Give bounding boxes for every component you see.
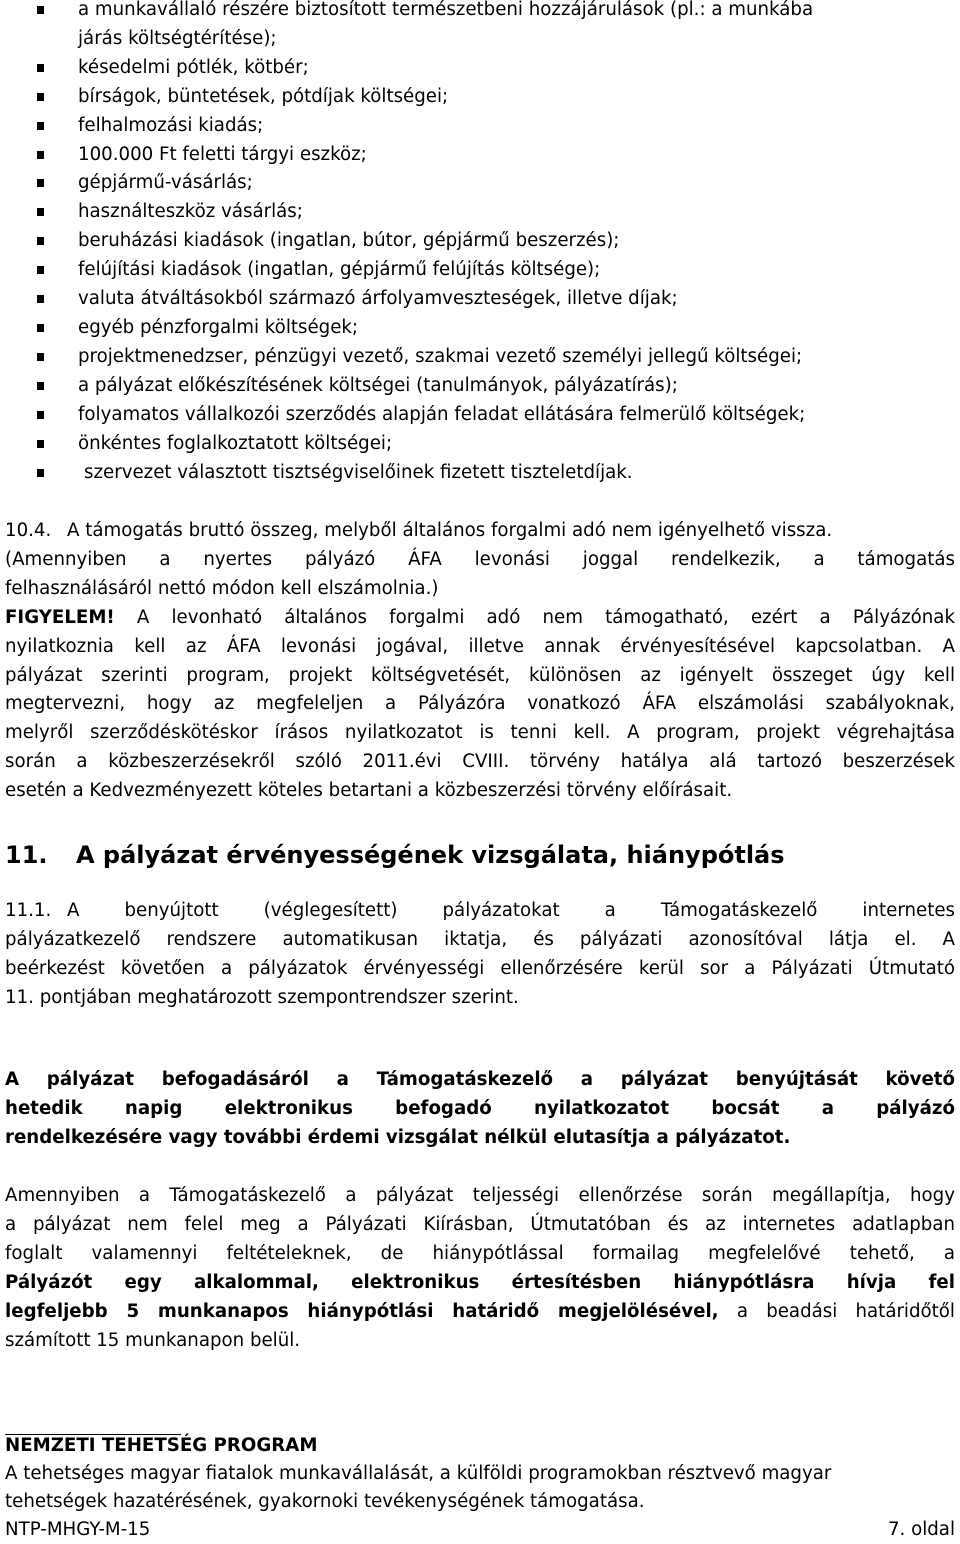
list-item-text: projektmenedzser, pénzügyi vezető, szakmai vezető személyi jellegű költségei;	[78, 345, 803, 367]
list-item-continuation	[0, 25, 960, 54]
section-number: 11.	[5, 841, 48, 869]
list-item-text: egyéb pénzforgalmi költségek;	[78, 316, 359, 338]
bullet-icon	[37, 411, 44, 419]
paragraph-line: számított 15 munkanapon belül.	[5, 1329, 301, 1351]
bullet-icon	[37, 295, 44, 303]
list-item-text: önkéntes foglalkoztatott költségei;	[78, 432, 393, 454]
bullet-icon	[37, 64, 44, 72]
paragraph-line: esetén a Kedvezményezett köteles betartani a közbeszerzési törvény előírásait.	[5, 780, 733, 802]
list-item-text: felhalmozási kiadás;	[78, 114, 264, 136]
list-item	[0, 83, 960, 112]
paragraph-line: pályázatkezelő rendszere automatikusan iktatja, és pályázati azonosítóval látja el. A	[5, 928, 955, 950]
section-number: 10.4.	[5, 520, 52, 541]
bullet-icon	[37, 208, 44, 216]
paragraph-line: Pályázót egy alkalommal, elektronikus értesítésben hiánypótlásra hívja fel	[5, 1271, 955, 1293]
footer-line: tehetségek hazatérésének, gyakornoki tevékenységének támogatása.	[5, 1491, 645, 1512]
section-text: A benyújtott (véglegesített) pályázatokat a Támogatáskezelő internetes	[67, 900, 955, 921]
paragraph-line: A pályázat befogadásáról a Támogatáskezelő a pályázat benyújtását követő	[5, 1069, 955, 1090]
bullet-icon	[37, 266, 44, 274]
list-item	[0, 459, 960, 488]
list-item	[0, 401, 960, 430]
bullet-icon	[37, 440, 44, 448]
section-11-heading	[5, 838, 785, 872]
acceptance-paragraph	[5, 1066, 955, 1153]
section-11-1	[5, 897, 955, 1013]
list-item-text: a pályázat előkészítésének költségei (tanulmányok, pályázatírás);	[78, 374, 678, 396]
section-10-4	[5, 517, 955, 806]
paragraph-line: melyről szerződéskötéskor írásos nyilatkozatot is tenni kell. A program, projekt végrehajtása	[5, 722, 955, 744]
paragraph-line: nyilatkoznia kell az ÁFA levonási jogával, illetve annak érvényesítésével kapcsolatban. A	[5, 635, 955, 657]
paragraph-line: 11. pontjában meghatározott szempontrendszer szerint.	[5, 986, 519, 1008]
list-item	[0, 314, 960, 343]
bullet-icon	[37, 151, 44, 159]
paragraph-line: a pályázat nem felel meg a Pályázati Kiírásban, Útmutatóban és az internetes adatlapban	[5, 1213, 955, 1235]
paragraph-line: pályázat szerinti program, projekt költségvetését, különösen az igényelt összeget úgy kell	[5, 664, 955, 686]
list-item-text: 100.000 Ft feletti tárgyi eszköz;	[78, 143, 367, 165]
list-item	[0, 141, 960, 170]
list-item-text: felújítási kiadások (ingatlan, gépjármű felújítás költsége);	[78, 259, 601, 281]
section-10-4-lead	[5, 517, 955, 546]
deficiency-paragraph	[5, 1182, 955, 1355]
bullet-icon	[37, 469, 44, 477]
bullet-icon	[37, 237, 44, 245]
bullet-icon	[37, 122, 44, 130]
list-item	[0, 54, 960, 83]
paragraph-line: hetedik napig elektronikus befogadó nyilatkozatot bocsát a pályázó	[5, 1097, 955, 1119]
bullet-icon	[37, 93, 44, 101]
document-code: NTP-MHGY-M-15	[5, 1519, 151, 1540]
list-item-text: valuta átváltásokból származó árfolyamveszteségek, illetve díjak;	[78, 288, 678, 310]
bullet-icon	[37, 6, 44, 14]
footer-bottom	[5, 1516, 955, 1544]
bullet-icon	[37, 382, 44, 390]
bullet-icon	[37, 179, 44, 187]
list-item	[0, 372, 960, 401]
list-item	[0, 256, 960, 285]
program-name: NEMZETI TEHETSÉG PROGRAM	[5, 1435, 318, 1456]
warning-text: A levonható általános forgalmi adó nem támogatható, ezért a Pályázónak	[136, 606, 955, 628]
bullet-icon	[37, 353, 44, 361]
list-item-text: használteszköz vásárlás;	[78, 201, 303, 223]
list-item	[0, 198, 960, 227]
bullet-icon	[37, 324, 44, 332]
footer-divider	[5, 1434, 181, 1435]
footer-line: A tehetséges magyar fiatalok munkavállalását, a külföldi programokban résztvevő magyar	[5, 1463, 832, 1484]
list-item	[0, 430, 960, 459]
list-item	[0, 112, 960, 141]
paragraph-line: foglalt valamennyi feltételeknek, de hiánypótlással formailag megfelelővé tehető, a	[5, 1242, 955, 1264]
warning-label: FIGYELEM!	[5, 606, 115, 628]
list-item-text: szervezet választott tisztségviselőinek fizetett tiszteletdíjak.	[84, 461, 633, 483]
paragraph-line: Amennyiben a Támogatáskezelő a pályázat teljességi ellenőrzése során megállapítja, hogy	[5, 1185, 955, 1206]
page-number: 7. oldal	[887, 1519, 955, 1540]
list-item	[0, 343, 960, 372]
page-footer	[5, 1432, 955, 1544]
paragraph-line	[5, 1298, 955, 1327]
paragraph-line: beérkezést követően a pályázatok érvényességi ellenőrzésére kerül sor a Pályázati Útmutató	[5, 957, 955, 979]
list-item-text: bírságok, büntetések, pótdíjak költségei;	[78, 85, 449, 107]
excluded-costs-list	[0, 0, 960, 487]
list-item	[0, 169, 960, 198]
section-title: A pályázat érvényességének vizsgálata, hiánypótlás	[76, 841, 785, 869]
list-item-text: a munkavállaló részére biztosított természetbeni hozzájárulások (pl.: a munkába	[78, 0, 814, 20]
list-item-text: folyamatos vállalkozói szerződés alapján feladat ellátására felmerülő költségek;	[78, 403, 806, 425]
list-item	[0, 285, 960, 314]
paragraph-line: során a közbeszerzésekről szóló 2011.évi CVIII. törvény hatálya alá tartozó beszerzések	[5, 751, 955, 773]
section-number: 11.1.	[5, 900, 52, 921]
section-11-1-lead	[5, 897, 955, 926]
paragraph-line: megtervezni, hogy az megfeleljen a Pályázóra vonatkozó ÁFA elszámolási szabályoknak,	[5, 693, 955, 715]
paragraph-line: (Amennyiben a nyertes pályázó ÁFA levonási joggal rendelkezik, a támogatás	[5, 548, 955, 570]
paragraph-line: rendelkezésére vagy további érdemi vizsgálat nélkül elutasítja a pályázatot.	[5, 1126, 791, 1148]
list-item-text: beruházási kiadások (ingatlan, bútor, gépjármű beszerzés);	[78, 230, 620, 252]
list-item	[0, 227, 960, 256]
deadline-text: legfeljebb 5 munkanapos hiánypótlási határidő megjelölésével,	[5, 1300, 719, 1322]
warning-line	[5, 604, 955, 633]
paragraph-line: felhasználásáról nettó módon kell elszámolnia.)	[5, 577, 439, 599]
list-item-text: gépjármű-vásárlás;	[78, 172, 253, 194]
deadline-tail: a beadási határidőtől	[718, 1300, 955, 1322]
list-item	[0, 0, 960, 25]
list-item-text: késedelmi pótlék, kötbér;	[78, 56, 309, 78]
list-item-text: járás költségtérítése);	[78, 27, 277, 49]
section-text: A támogatás bruttó összeg, melyből általános forgalmi adó nem igényelhető vissza.	[67, 520, 833, 541]
